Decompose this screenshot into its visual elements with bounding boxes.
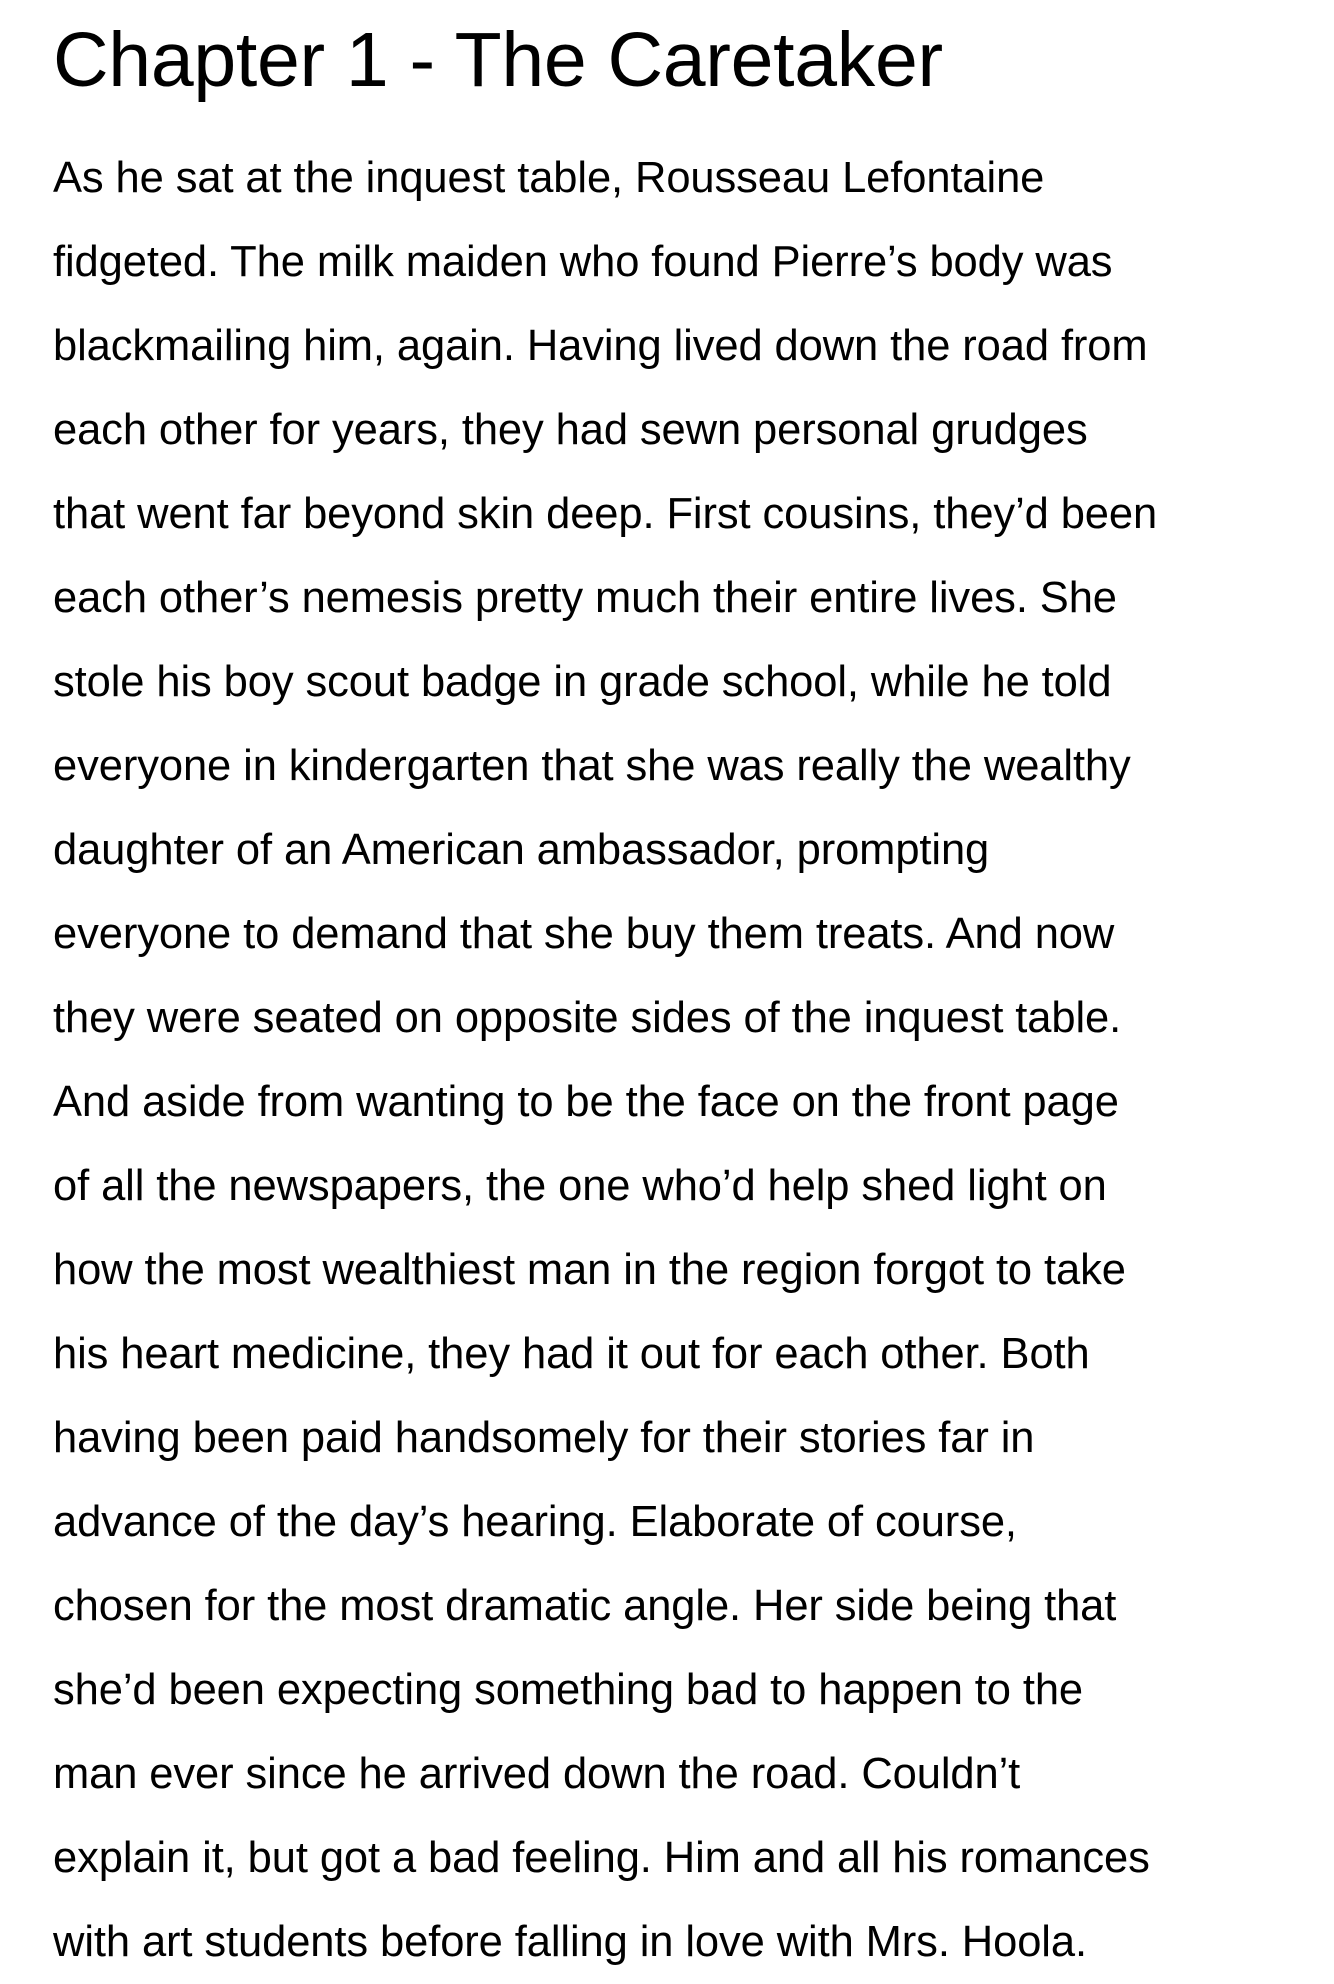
text-line: man ever since he arrived down the road. Couldn’t [53, 1750, 1021, 1798]
text-line: each other’s nemesis pretty much their entire lives. She [53, 574, 1117, 622]
text-line: having been paid handsomely for their stories far in [53, 1414, 1035, 1462]
text-line: each other for years, they had sewn personal grudges [53, 406, 1088, 454]
text-line: of all the newspapers, the one who’d help shed light on [53, 1162, 1107, 1210]
text-line: And aside from wanting to be the face on the front page [53, 1078, 1119, 1126]
text-line: everyone to demand that she buy them treats. And now [53, 910, 1115, 958]
text-line: his heart medicine, they had it out for each other. Both [53, 1330, 1090, 1378]
text-line: everyone in kindergarten that she was really the wealthy [53, 742, 1131, 790]
text-line: that went far beyond skin deep. First cousins, they’d been [53, 490, 1158, 538]
text-line: they were seated on opposite sides of the inquest table. [53, 994, 1122, 1042]
chapter-title: Chapter 1 - The Caretaker [53, 17, 943, 103]
text-line: daughter of an American ambassador, prompting [53, 826, 990, 874]
text-line: advance of the day’s hearing. Elaborate of course, [53, 1498, 1017, 1546]
text-line: fidgeted. The milk maiden who found Pierre’s body was [53, 238, 1113, 286]
text-line: how the most wealthiest man in the region forgot to take [53, 1246, 1126, 1294]
text-line: with art students before falling in love with Mrs. Hoola. [53, 1918, 1087, 1966]
text-line: stole his boy scout badge in grade school, while he told [53, 658, 1112, 706]
text-line: As he sat at the inquest table, Rousseau Lefontaine [53, 154, 1045, 202]
text-line: she’d been expecting something bad to happen to the [53, 1666, 1084, 1714]
text-line: blackmailing him, again. Having lived down the road from [53, 322, 1148, 370]
document-page [53, 0, 1323, 1984]
chapter-body [53, 106, 1323, 1984]
text-line: chosen for the most dramatic angle. Her side being that [53, 1582, 1117, 1630]
text-line: explain it, but got a bad feeling. Him and all his romances [53, 1834, 1150, 1882]
